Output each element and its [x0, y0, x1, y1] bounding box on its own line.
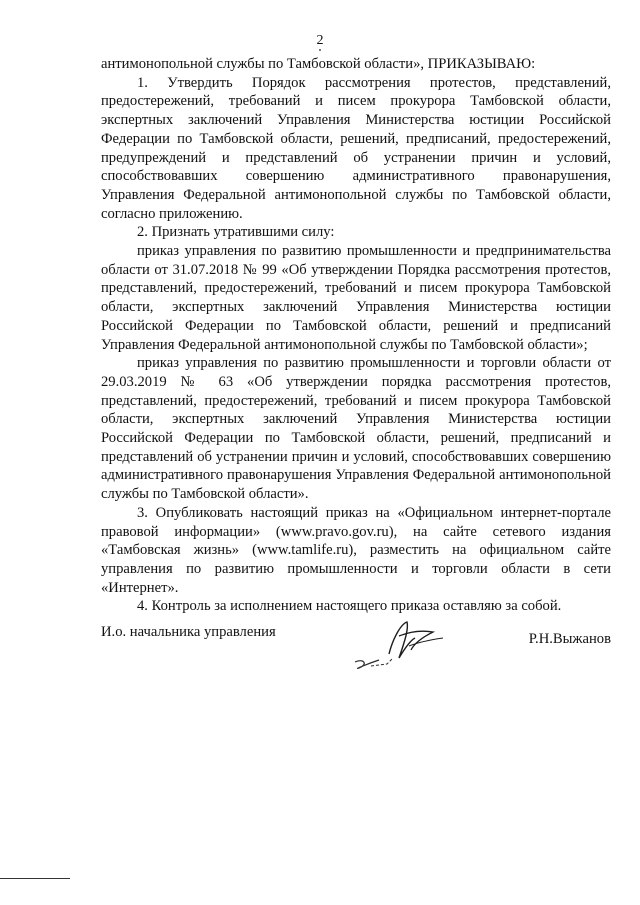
paragraph-repealed-order-1: приказ управления по развитию промышленности и предпринимательства области от 31.07.2018 № 99 «Об утверждении Порядка рассмотрения протестов, представлений, предостережений, требований и писем прокурора Тамбовской области, экспертных заключений Управления Министерства юстиции Российской Федерации по Тамбовской области, решений и предписаний Управления Федеральной антимонопольной службы по Тамбовской области»; [101, 243, 611, 353]
scan-dot [319, 49, 321, 51]
signatory-name: Р.Н.Выжанов [528, 631, 611, 647]
document-body [101, 55, 611, 616]
paragraph-item-4: 4. Контроль за исполнением настоящего приказа оставляю за собой. [137, 598, 562, 615]
signatory-title: И.о. начальника управления [101, 624, 276, 640]
handwritten-signature-icon [349, 618, 449, 674]
page-number: 2 [316, 33, 324, 48]
footer-rule [0, 878, 70, 879]
paragraph-item-2: 2. Признать утратившими силу: [137, 224, 335, 241]
paragraph-intro: антимонопольной службы по Тамбовской области», ПРИКАЗЫВАЮ: [101, 56, 536, 72]
signature-block [101, 618, 611, 678]
paragraph-item-3: 3. Опубликовать настоящий приказ на «Официальном интернет-портале правовой информации» (www.pravo.gov.ru), на сайте сетевого издания «Тамбовская жизнь» (www.tamlife.ru), разместить на официальном сайте управления по развитию промышленности и торговли области в сети «Интернет». [101, 504, 611, 596]
paragraph-item-1: 1. Утвердить Порядок рассмотрения протестов, представлений, предостережений, требований и писем прокурора Тамбовской области, экспертных заключений Управления Министерства юстиции Российской Федерации по Тамбовской области, решений, предписаний, предостережений, предупреждений и представлений об устранении причин и условий, способствовавших совершению административного правонарушения, Управления Федеральной антимонопольной службы по Тамбовской области, согласно приложению. [101, 74, 611, 222]
paragraph-repealed-order-2: приказ управления по развитию промышленности и торговли области от 29.03.2019 № 63 «Об утверждении порядка рассмотрения протестов, представлений, предостережений, требований и писем прокурора Тамбовской области, экспертных заключений Управления Министерства юстиции Российской Федерации по Тамбовской области, решений, предписаний и представлений об устранении причин и условий, способствовавших совершению административного правонарушения Управления Федеральной антимонопольной службы по Тамбовской области». [101, 355, 611, 503]
